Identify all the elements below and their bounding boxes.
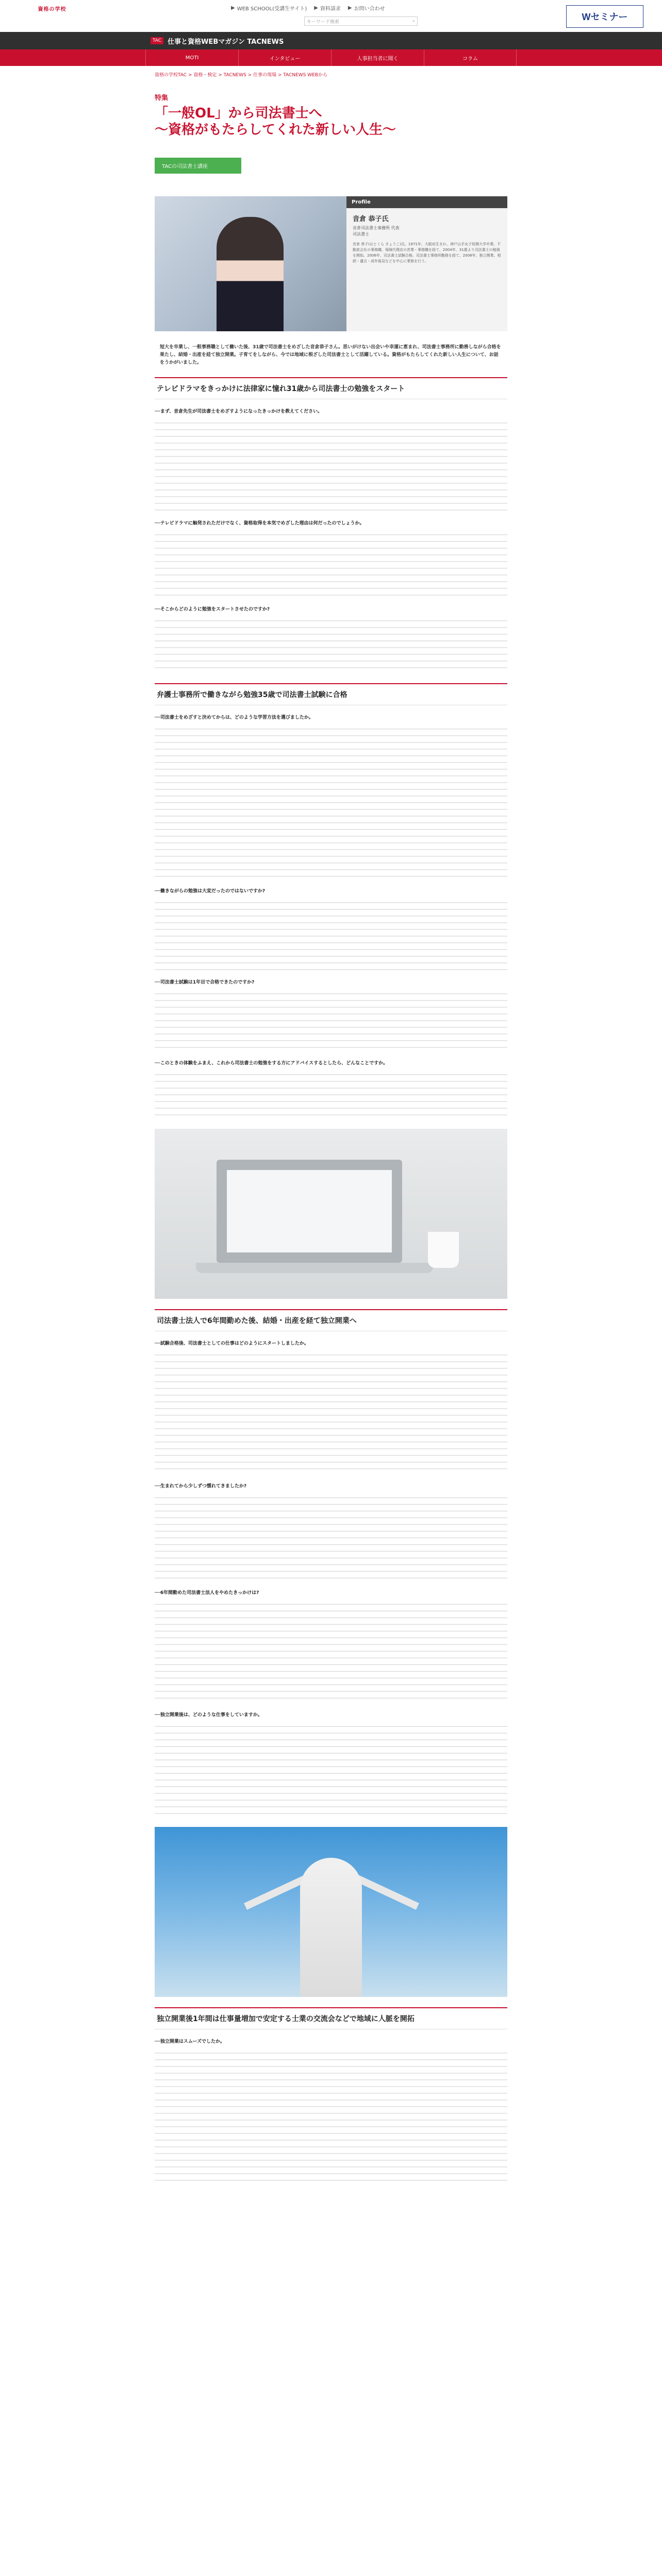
nav-label: インタビュー — [269, 56, 301, 62]
answer-text — [155, 989, 507, 1051]
banner-label: Wセミナー — [582, 12, 628, 22]
article-lead: 短大を卒業し、一般事務職として働いた後、31歳で司法書士をめざした音倉恭子さん。思いがけない出会いや幸運に恵まれ、司法書士事務所に勤務しながら合格を果たし、結婚・出産を経て独立開業。子育てをしながら、今では地域に根ざした司法書士として活躍している。資格がもたらしてくれた新しい人生について、お話をうかがいました。 — [160, 345, 501, 365]
question: ──独立開業はスムーズでしたか。 — [155, 2039, 225, 2044]
nav-item-moti[interactable] — [145, 49, 238, 66]
article — [155, 92, 507, 2182]
wseminar-banner[interactable] — [566, 5, 643, 28]
header-links — [231, 4, 385, 12]
question: ──6年間勤めた司法書士法人をやめたきっかけは? — [155, 1590, 259, 1596]
section-heading: テレビドラマをきっかけに法律家に憧れ31歳から司法書士の勉強をスタート — [155, 377, 507, 399]
question: ──試験合格後、司法書士としての仕事はどのようにスタートしましたか。 — [155, 1341, 309, 1346]
answer-text — [155, 1350, 507, 1474]
profile-bio: 音倉 恭子(おとくら きょうこ)氏。1971年、大阪府生まれ。神戸山手女子短期大学卒業。不動産会社の事務職、保険代理店の営業・事務職を経て、2004年、31歳より司法書士の勉強を開始。2006年、司法書士試験合格。司法書士事務所勤務を経て、2008年、独立開業。相続・遺言・成年後見などを中心に業務を行う。 — [353, 242, 501, 263]
answer-text — [155, 1493, 507, 1581]
question: ──テレビドラマに触発されただけでなく、資格取得を本気でめざした理由は何だったのでしょうか。 — [155, 521, 365, 526]
search-placeholder: キーワード検索 — [307, 19, 340, 25]
answer-text — [155, 530, 507, 597]
nav-item-interview[interactable] — [238, 49, 331, 66]
section-heading: 独立開業後1年間は仕事量増加で安定する士業の交流会などで地域に人脈を開拓 — [155, 2007, 507, 2029]
breadcrumb-text[interactable]: 資格の学校TAC > 資格・検定 > TACNEWS > 仕事の現場 > TACNEWS WEBから — [155, 73, 327, 78]
nav-label: 人事担当者に聞く — [357, 56, 399, 62]
question: ──そこからどのように勉強をスタートさせたのですか? — [155, 607, 270, 612]
logo-main — [0, 12, 306, 28]
search-input[interactable] — [304, 16, 418, 26]
woman-figure — [300, 1858, 362, 1997]
header-link-label: お問い合わせ — [354, 6, 385, 12]
question: ──司法書士試験は1年目で合格できたのですか? — [155, 980, 255, 985]
profile-role2: 司法書士 — [353, 232, 369, 236]
profile-name: 音倉 恭子氏 — [353, 215, 389, 223]
header-link-webschool[interactable] — [231, 4, 307, 12]
header-link-request[interactable] — [314, 4, 341, 12]
laptop-screen — [227, 1170, 392, 1252]
profile-role — [353, 225, 501, 238]
arm-left — [244, 1875, 308, 1910]
person-figure — [217, 217, 284, 331]
header-link-contact[interactable] — [348, 4, 385, 12]
question: ──このときの体験をふまえ、これから司法書士の勉強をする方にアドバイスするとしたら、どんなことですか。 — [155, 1061, 388, 1066]
chevron-right-icon: ▶ — [314, 5, 318, 11]
article-title-line1: 「一般OL」から司法書士へ — [155, 106, 322, 121]
nav-label: コラム — [462, 56, 478, 62]
header-link-label: WEB SCHOOL(受講生サイト) — [237, 6, 307, 12]
global-bar — [0, 32, 662, 49]
arm-right — [355, 1875, 419, 1910]
article-title-line2: 〜資格がもたらしてくれた新しい人生〜 — [155, 122, 396, 138]
article-title — [155, 105, 507, 138]
portrait-photo — [155, 196, 346, 331]
nav-item-hr[interactable] — [331, 49, 424, 66]
question: ──働きながらの勉強は大変だったのではないですか? — [155, 889, 266, 894]
global-bar-tag: TAC — [151, 37, 163, 44]
answer-text — [155, 418, 507, 511]
answer-text — [155, 616, 507, 673]
search-icon[interactable]: ⌕ — [412, 19, 415, 24]
section-heading: 司法書士法人で6年間勤めた後、結婚・出産を経て独立開業へ — [155, 1309, 507, 1331]
question: ──生まれてから少しずつ慣れてきましたか? — [155, 1484, 247, 1489]
profile-header: Profile — [346, 196, 507, 208]
answer-text — [155, 1070, 507, 1116]
laptop-base — [196, 1263, 433, 1273]
hero — [155, 196, 507, 331]
nav-label: MOTI — [185, 55, 199, 61]
section-heading: 弁護士事務所で働きながら勉強35歳で司法書士試験に合格 — [155, 683, 507, 705]
main-nav — [0, 49, 662, 66]
site-header — [0, 0, 662, 32]
coffee-cup — [428, 1232, 459, 1268]
header-link-label: 資料請求 — [320, 6, 341, 12]
question: ──まず、音倉先生が司法書士をめざすようになったきっかけを教えてください。 — [155, 409, 323, 414]
global-bar-title[interactable]: 仕事と資格WEBマガジン TACNEWS — [168, 38, 284, 46]
sky-woman-image — [155, 1827, 507, 1997]
answer-text — [155, 898, 507, 970]
answer-text — [155, 724, 507, 879]
question: ──独立開業後は、どのような仕事をしていますか。 — [155, 1713, 262, 1718]
chevron-right-icon: ▶ — [231, 5, 235, 11]
answer-text — [155, 1722, 507, 1815]
nav-item-column[interactable] — [424, 49, 517, 66]
laptop-image — [155, 1129, 507, 1299]
profile-box — [346, 196, 507, 331]
profile-role1: 音倉司法書士事務所 代表 — [353, 226, 400, 230]
breadcrumb — [0, 66, 662, 78]
question: ──司法書士をめざすと決めてからは、どのような学習方法を選びましたか。 — [155, 715, 313, 720]
course-link-button[interactable] — [155, 158, 241, 174]
answer-text — [155, 2048, 507, 2182]
answer-text — [155, 1600, 507, 1703]
tac-logo[interactable] — [19, 5, 86, 28]
logo-sub: 資格の学校 — [38, 6, 67, 12]
article-tagline: 特集 — [155, 94, 169, 102]
chevron-right-icon: ▶ — [347, 5, 352, 11]
course-link-label: TACの司法書士講座 — [162, 164, 208, 170]
